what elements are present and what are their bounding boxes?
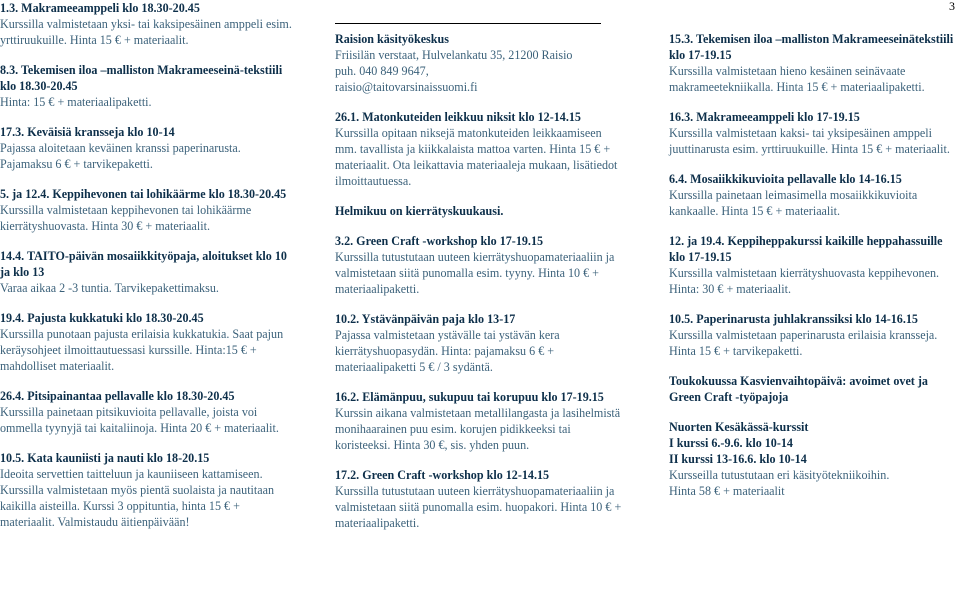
course-description: Kurssilla tutustutaan uuteen kierrätyshuopamateriaaliin ja valmistetaan siitä punomalla esim. huopakori. Hinta 10 € + materiaalipaketti. <box>335 484 622 530</box>
course-entry <box>335 467 625 531</box>
course-entry <box>335 311 625 375</box>
course-description: Kurssilla opitaan niksejä matonkuteiden leikkaamiseen mm. tavallista ja kiikkalaista mattoa varten. Hinta 15 € + materiaalit. Ota leikattavia materiaaleja mukaan, lisätiedot ilmoittautuessa. <box>335 126 618 188</box>
course-description: Hinta: 15 € + materiaalipaketti. <box>0 95 152 109</box>
course-entry <box>669 311 959 359</box>
course-title: 16.2. Elämänpuu, sukupuu tai korupuu klo 17-19.15 <box>335 390 604 404</box>
course-entry <box>335 233 625 297</box>
course-description: Kurssilla valmistetaan kaksi- tai yksipesäinen amppeli juuttinarusta esim. yrttiruukuille. Hinta 15 € + materiaalit. <box>669 126 950 156</box>
course-title: 16.3. Makrameeamppeli klo 17-19.15 <box>669 110 860 124</box>
course-entry <box>335 109 625 189</box>
event-title: Toukokuussa Kasvienvaihtopäivä: avoimet ovet ja Green Craft -työpajoja <box>669 374 928 404</box>
column-right <box>669 31 959 513</box>
course-entry <box>669 109 959 157</box>
course-entry <box>0 0 292 48</box>
course-entry <box>0 450 292 530</box>
course-description: Kurssilla valmistetaan paperinarusta erilaisia kransseja. Hinta 15 € + tarvikepaketti. <box>669 328 938 358</box>
course-title: 8.3. Tekemisen iloa –malliston Makrameeseinä-tekstiili klo 18.30-20.45 <box>0 63 283 93</box>
course-entry <box>0 388 292 436</box>
course-title: 5. ja 12.4. Keppihevonen tai lohikäärme klo 18.30-20.45 <box>0 187 287 201</box>
course-title: 10.2. Ystävänpäivän paja klo 13-17 <box>335 312 516 326</box>
course-description: Pajassa aloitetaan keväinen kranssi paperinarusta. Pajamaksu 6 € + tarvikepaketti. <box>0 141 241 171</box>
course-title: Helmikuu on kierrätyskuukausi. <box>335 204 504 218</box>
course-title: 10.5. Kata kauniisti ja nauti klo 18-20.15 <box>0 451 210 465</box>
course-title: 17.3. Keväisiä kransseja klo 10-14 <box>0 125 175 139</box>
course-entry <box>0 248 292 296</box>
course-description: Ideoita servettien taitteluun ja kauniiseen kattamiseen. Kurssilla valmistetaan myös pientä suolaista ja nautitaan kaikilla aisteilla. Kurssi 3 oppituntia, hinta 15 € + materiaalit. Valmistaudu äitienpäivään! <box>0 467 275 529</box>
course-title: 15.3. Tekemisen iloa –malliston Makrameeseinätekstiili klo 17-19.15 <box>669 32 954 62</box>
course-title: 19.4. Pajusta kukkatuki klo 18.30-20.45 <box>0 311 204 325</box>
course-description: Kurssilla punotaan pajusta erilaisia kukkatukia. Saat pajun keräysohjeet ilmoittautuessasi kurssille. Hinta:15 € + mahdolliset materiaalit. <box>0 327 284 373</box>
course-title: 14.4. TAITO-päivän mosaiikkityöpaja, aloitukset klo 10 ja klo 13 <box>0 249 287 279</box>
organization-phone: puh. 040 849 9647, <box>335 64 429 78</box>
course-entry <box>669 171 959 219</box>
course-description: Kurssilla valmistetaan kierrätyshuovasta keppihevonen. Hinta: 30 € + materiaalit. <box>669 266 940 296</box>
course-title: 12. ja 19.4. Keppiheppakurssi kaikille heppahassuille klo 17-19.15 <box>669 234 943 264</box>
page-number: 3 <box>949 0 955 13</box>
course-title: 26.4. Pitsipainantaa pellavalle klo 18.30-20.45 <box>0 389 235 403</box>
column-middle <box>335 31 625 545</box>
organization-name: Raision käsityökeskus <box>335 32 449 46</box>
divider <box>335 23 601 24</box>
course-entry <box>335 389 625 453</box>
course-title: 1.3. Makrameeamppeli klo 18.30-20.45 <box>0 1 200 15</box>
youth-course-1: I kurssi 6.-9.6. klo 10-14 <box>669 436 793 450</box>
youth-course-2: II kurssi 13-16.6. klo 10-14 <box>669 452 807 466</box>
course-title: 6.4. Mosaiikkikuvioita pellavalle klo 14-16.15 <box>669 172 902 186</box>
course-entry <box>669 233 959 297</box>
course-description: Varaa aikaa 2 -3 tuntia. Tarvikepakettimaksu. <box>0 281 219 295</box>
course-description: Kurssilla valmistetaan keppihevonen tai lohikäärme kierrätyshuovasta. Hinta 30 € + materiaalit. <box>0 203 252 233</box>
youth-courses-description: Kursseilla tutustutaan eri käsityötekniikoihin. <box>669 468 890 482</box>
course-description: Kurssilla valmistetaan yksi- tai kaksipesäinen amppeli esim. yrttiruukuille. Hinta 15 € + materiaalit. <box>0 17 292 47</box>
organization-email: raisio@taitovarsinaissuomi.fi <box>335 80 478 94</box>
course-description: Pajassa valmistetaan ystävälle tai ystävän kera kierrätyshuopasydän. Hinta: pajamaksu 6 € + materiaalipaketti 5 € / 3 sydäntä. <box>335 328 560 374</box>
course-description: Kurssilla valmistetaan hieno kesäinen seinävaate makrameetekniikalla. Hinta 15 € + materiaalipaketti. <box>669 64 925 94</box>
course-title: 10.5. Paperinarusta juhlakranssiksi klo 14-16.15 <box>669 312 918 326</box>
youth-courses-price: Hinta 58 € + materiaalit <box>669 484 785 498</box>
youth-courses <box>669 419 959 499</box>
course-title: 17.2. Green Craft -workshop klo 12-14.15 <box>335 468 550 482</box>
course-entry <box>0 124 292 172</box>
course-description: Kurssilla painetaan leimasimella mosaiikkikuvioita kankaalle. Hinta 15 € + materiaalit. <box>669 188 918 218</box>
column-left <box>0 0 292 544</box>
course-title: 26.1. Matonkuteiden leikkuu niksit klo 12-14.15 <box>335 110 581 124</box>
course-description: Kurssin aikana valmistetaan metallilangasta ja lasihelmistä monihaarainen puu esim. korujen pidikkeeksi tai koristeeksi. Hinta 30 €, sis. yhden puun. <box>335 406 621 452</box>
course-entry <box>669 31 959 95</box>
course-description: Kurssilla tutustutaan uuteen kierrätyshuopamateriaaliin ja valmistetaan siitä punomalla esim. tyyny. Hinta 10 € + materiaalipaketti. <box>335 250 615 296</box>
course-description: Kurssilla painetaan pitsikuvioita pellavalle, joista voi ommella tyynyjä tai kaitaliinoja. Hinta 20 € + materiaalit. <box>0 405 279 435</box>
youth-courses-heading: Nuorten Kesäkässä-kurssit <box>669 420 809 434</box>
organization-contact <box>335 31 625 95</box>
section-heading <box>335 203 625 219</box>
course-title: 3.2. Green Craft -workshop klo 17-19.15 <box>335 234 544 248</box>
course-entry <box>0 310 292 374</box>
event-announcement <box>669 373 959 405</box>
organization-address: Friisilän verstaat, Hulvelankatu 35, 21200 Raisio <box>335 48 573 62</box>
course-entry <box>0 62 292 110</box>
course-entry <box>0 186 292 234</box>
